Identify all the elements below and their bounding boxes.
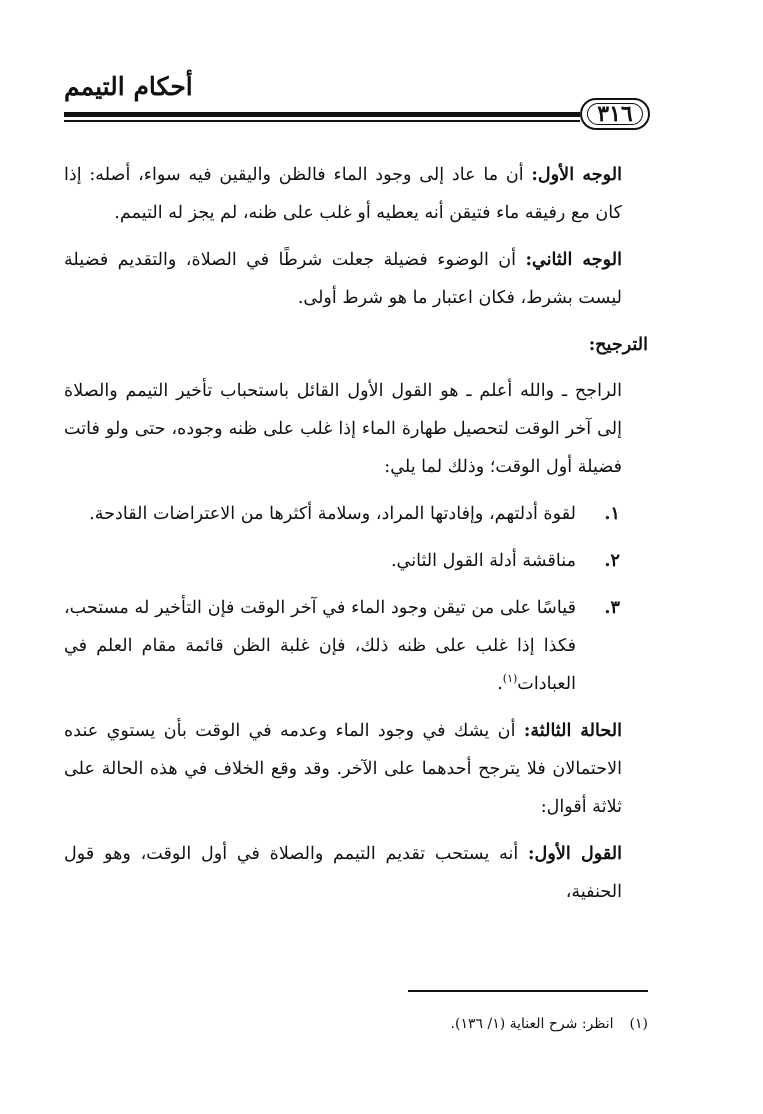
paragraph-text: أنه يستحب تقديم التيمم والصلاة في أول الوقت، وهو قول الحنفية، [64, 844, 622, 902]
list-text-end: . [497, 674, 503, 694]
list-item [64, 542, 648, 580]
page-number-badge-frame [587, 103, 643, 125]
list-text [64, 589, 576, 703]
body-text [64, 156, 648, 920]
paragraph-first-opinion [64, 835, 648, 911]
list-text-body: قياسًا على من تيقن وجود الماء في آخر الوقت فإن التأخير له مستحب، فكذا إذا غلب على ظنه ذلك، فإن غلبة الظن قائمة مقام العلم في العبادات [64, 598, 576, 694]
header-rule [64, 112, 580, 123]
paragraph-lead: الوجه الثاني: [525, 249, 622, 270]
list-item [64, 495, 648, 533]
paragraph-text: أن الوضوء فضيلة جعلت شرطًا في الصلاة، والتقديم فضيلة ليست بشرط، فكان اعتبار ما هو شرط أولى. [64, 250, 622, 308]
list-text: لقوة أدلتهم، وإفادتها المراد، وسلامة أكثرها من الاعتراضات القادحة. [89, 504, 576, 524]
paragraph-text: أن ما عاد إلى وجود الماء فالظن واليقين فيه سواء، أصله: إذا كان مع رفيقه ماء فتيقن أنه يعطيه أو غلب على ظنه، لم يجز له التيمم. [64, 165, 622, 223]
footnote-reference[interactable]: (١) [502, 672, 518, 686]
paragraph-lead: الحالة الثالثة: [523, 720, 622, 741]
paragraph-lead: القول الأول: [528, 843, 623, 864]
header-rule-thick [64, 112, 580, 117]
paragraph-second-aspect [64, 241, 648, 317]
list-number: ٢. [604, 550, 620, 571]
paragraph-first-aspect [64, 156, 648, 232]
footnote-separator [408, 990, 648, 992]
list-item [64, 589, 648, 703]
footnote-text: انظر: شرح العناية (١/ ١٣٦). [450, 1016, 614, 1032]
paragraph-preferred-opinion: الراجح ـ والله أعلم ـ هو القول الأول القائل باستحباب تأخير التيمم والصلاة إلى آخر الوقت لتحصيل طهارة الماء إذا غلب على ظنه وجوده، حتى ولو فاتت فضيلة أول الوقت؛ وذلك لما يلي: [64, 381, 622, 477]
list-number: ١. [604, 503, 620, 524]
list-number: ٣. [604, 597, 620, 618]
list-text: مناقشة أدلة القول الثاني. [390, 551, 576, 571]
section-heading-tarjih: الترجيح: [588, 334, 648, 355]
paragraph-third-case [64, 712, 648, 826]
footnote [64, 1012, 648, 1036]
page-number: ٣١٦ [597, 101, 633, 127]
paragraph-lead: الوجه الأول: [531, 164, 622, 185]
running-title: أحكام التيمم [64, 72, 193, 101]
page-number-badge [580, 98, 650, 130]
footnote-number: (١) [629, 1016, 648, 1032]
header-rule-thin [64, 120, 580, 122]
paragraph-text: أن يشك في وجود الماء وعدمه في الوقت بأن يستوي عنده الاحتمالان فلا يترجح أحدهما على الآخر. وقد وقع الخلاف في هذه الحالة على ثلاثة أقوال: [64, 721, 622, 817]
